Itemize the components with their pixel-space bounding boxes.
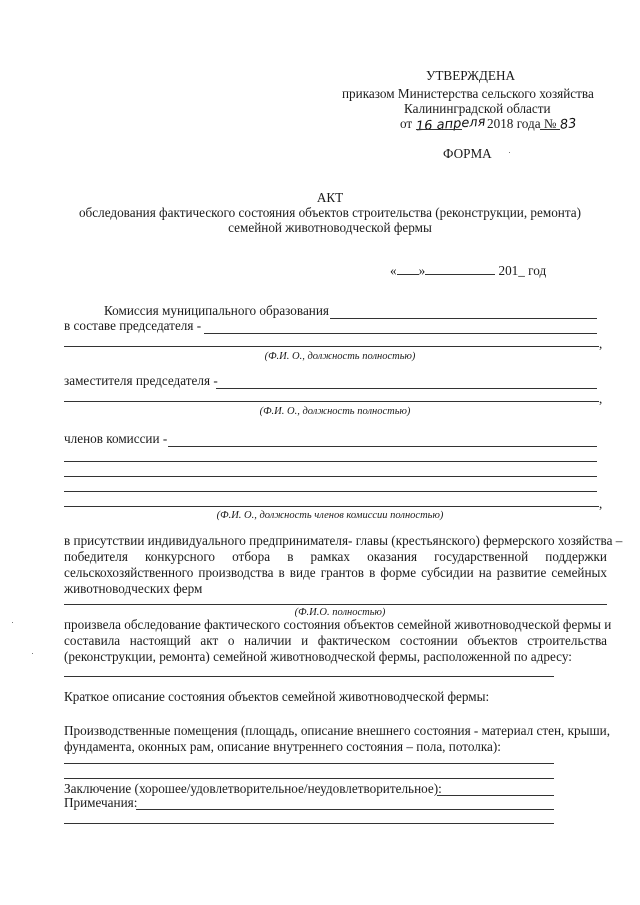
presence-line-3: сельскохозяйственного производства в виде грантов в форме субсидии на развитие семейных <box>64 565 607 580</box>
comma: , <box>599 336 603 351</box>
handwritten-number: 83 <box>558 116 577 133</box>
members-field-3[interactable] <box>64 476 597 477</box>
approval-date-prefix: от <box>400 116 413 131</box>
chair-hint: (Ф.И. О., должность полностью) <box>264 351 416 362</box>
inspection-line-1: произвела обследование фактического состояния объектов семейной животноводческой фермы и <box>64 617 612 632</box>
presence-hint: (Ф.И.О. полностью) <box>294 607 386 618</box>
approval-date-suffix: 2018 года № <box>487 116 557 131</box>
notes-field-2[interactable] <box>64 823 554 824</box>
handwritten-date-underline <box>416 129 462 130</box>
act-subtitle-line-1: обследования фактического состояния объектов строительства (реконструкции, ремонта) <box>78 205 582 220</box>
members-field-2[interactable] <box>64 461 597 462</box>
presence-line-1: в присутствии индивидуального предпринимателя- главы (крестьянского) фермерского хозяйства – <box>64 533 623 548</box>
members-label: членов комиссии - <box>64 431 168 446</box>
production-line-2: фундамента, оконных рам, описание внутреннего состояния – пола, потолка): <box>64 739 501 754</box>
chair-label: в составе председателя - <box>64 318 202 333</box>
deputy-label: заместителя председателя - <box>64 373 218 388</box>
conclusion-label: Заключение (хорошее/удовлетворительное/неудовлетворительное): <box>64 781 442 796</box>
comma: , <box>599 391 603 406</box>
notes-field-1[interactable] <box>136 809 554 810</box>
comma: , <box>599 496 603 511</box>
form-label: ФОРМА <box>443 146 492 161</box>
act-title: АКТ <box>316 190 344 205</box>
approval-line-2: Калининградской области <box>404 101 551 116</box>
chair-field-2[interactable] <box>64 346 599 347</box>
inspection-line-2: составила настоящий акт о наличии и фактическом состоянии объектов строительства <box>64 633 607 648</box>
presence-line-2: победителя конкурсного отбора в рамках оказания государственной поддержки <box>64 549 607 564</box>
members-hint: (Ф.И. О., должность членов комиссии полностью) <box>216 510 444 521</box>
production-line-1: Производственные помещения (площадь, описание внешнего состояния - материал стен, крыши, <box>64 723 610 738</box>
production-field-2[interactable] <box>64 778 554 779</box>
chair-field[interactable] <box>204 333 597 334</box>
address-field[interactable] <box>64 676 554 677</box>
brief-description-label: Краткое описание состояния объектов семейной животноводческой фермы: <box>64 689 490 704</box>
date-year: 201_ год <box>498 263 547 278</box>
approval-date <box>400 116 576 133</box>
approval-title: УТВЕРЖДЕНА <box>426 68 516 83</box>
deputy-field[interactable] <box>216 388 597 389</box>
deputy-hint: (Ф.И. О., должность полностью) <box>259 406 411 417</box>
presence-line-4: животноводческих ферм <box>64 581 203 596</box>
scan-speck <box>12 622 13 623</box>
date-close-quote: » <box>418 263 426 278</box>
handwritten-date: 16 апреля <box>416 114 487 135</box>
handwritten-number-underline <box>540 129 560 130</box>
members-field-5[interactable] <box>64 506 599 507</box>
conclusion-field[interactable] <box>437 795 554 796</box>
commission-label: Комиссия муниципального образования <box>104 303 329 318</box>
act-subtitle-line-2: семейной животноводческой фермы <box>228 220 432 235</box>
date-line <box>390 263 546 279</box>
members-field-4[interactable] <box>64 491 597 492</box>
scan-speck <box>509 152 510 153</box>
date-open-quote: « <box>390 263 397 278</box>
members-field[interactable] <box>168 446 597 447</box>
deputy-field-2[interactable] <box>64 401 599 402</box>
scan-speck <box>32 653 33 654</box>
production-field-1[interactable] <box>64 763 554 764</box>
commission-field[interactable] <box>330 318 597 319</box>
approval-line-1: приказом Министерства сельского хозяйства <box>342 86 594 101</box>
notes-label: Примечания: <box>64 795 138 810</box>
inspection-line-3: (реконструкции, ремонта) семейной животноводческой фермы, расположенной по адресу: <box>64 649 572 664</box>
